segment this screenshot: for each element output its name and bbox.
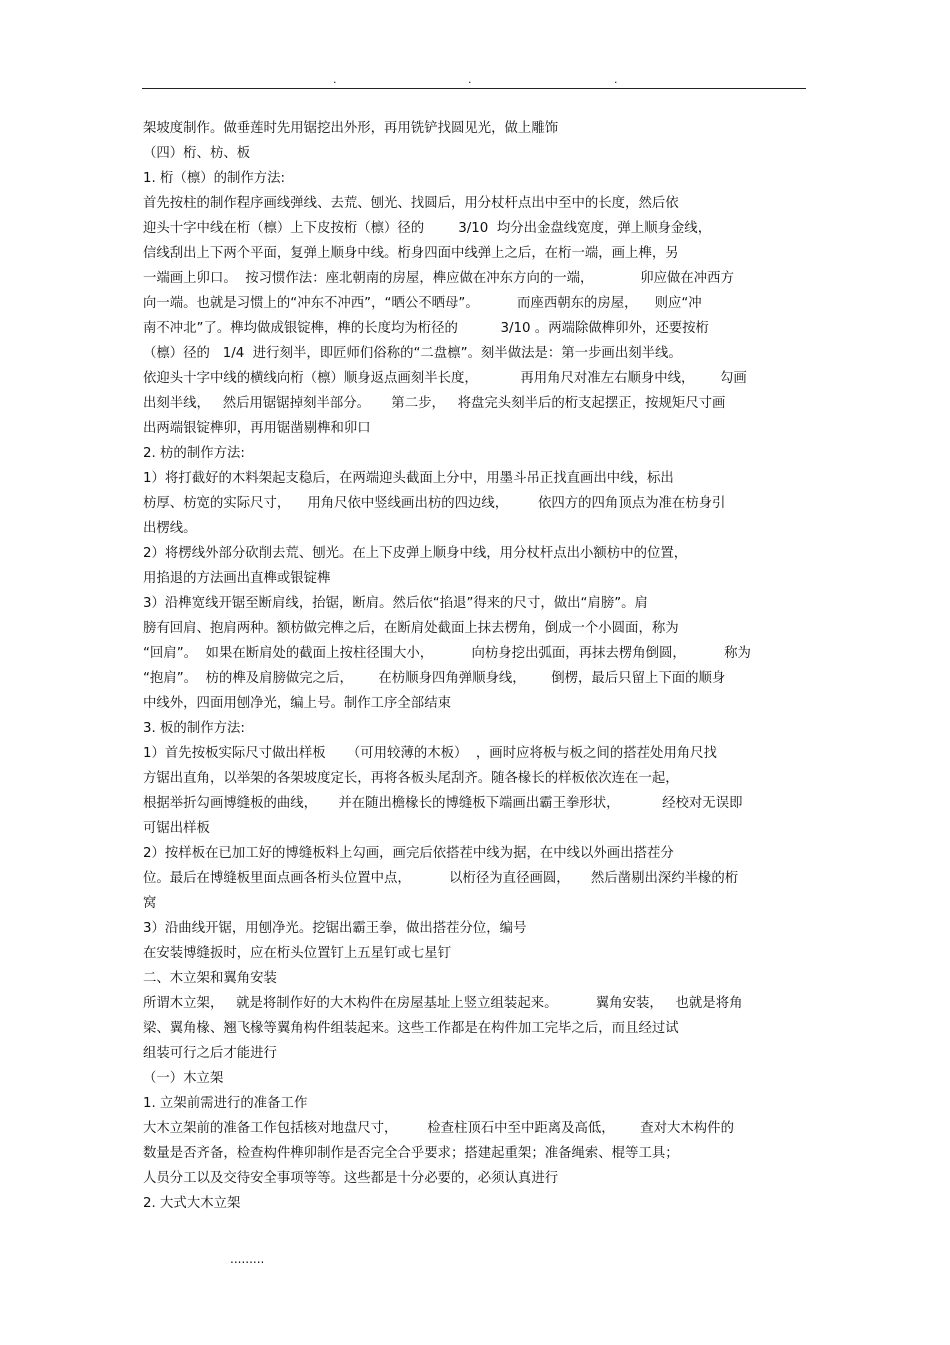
body-line: 迎头十字中线在桁（檩）上下皮按桁（檩）径的 3/10 均分出金盘线宽度，弹上顺身金线， — [143, 221, 712, 236]
body-line: 3）沿曲线开锯，用刨净光。挖锯出霸王拳，做出搭茬分位，编号 — [143, 921, 527, 936]
body-line: （檩）径的 1/4 进行刻半，即匠师们俗称的“二盘檩”。刻半做法是：第一步画出刻半线。 — [143, 346, 682, 361]
body-line: 依迎头十字中线的横线向桁（檩）顺身返点画刻半长度， 再用角尺对准左右顺身中线， 勾画 — [143, 371, 747, 386]
body-line: 信线刮出上下两个平面，复弹上顺身中线。桁身四面中线弹上之后，在桁一端，画上榫，另 — [143, 246, 679, 261]
body-line: 1. 立架前需进行的准备工作 — [143, 1096, 308, 1111]
header-rule — [142, 88, 806, 89]
body-line: 所谓木立架， 就是将制作好的大木构件在房屋基址上竖立组装起来。 翼角安装， 也就是将角 — [143, 996, 743, 1011]
body-line: 出楞线。 — [143, 521, 197, 536]
page-header-dots — [142, 74, 806, 86]
page-footer-dots: ......... — [230, 1252, 265, 1266]
body-line: 组装可行之后才能进行 — [143, 1046, 277, 1061]
body-line: 首先按柱的制作程序画线弹线、去荒、刨光、找圆后，用分杖杆点出中至中的长度，然后依 — [143, 196, 679, 211]
body-line: 位。最后在博缝板里面点画各桁头位置中点， 以桁径为直径画圆， 然后凿剔出深约半椽的桁 — [143, 871, 739, 886]
body-line: 梁、翼角椽、翘飞椽等翼角构件组装起来。这些工作都是在构件加工完毕之后，而且经过试 — [143, 1021, 679, 1036]
body-line: 1）首先按板实际尺寸做出样板 （可用较薄的木板） ，画时应将板与板之间的搭茬处用角尺找 — [143, 746, 717, 761]
body-line: 2）按样板在已加工好的博缝板料上勾画，画完后依搭茬中线为据，在中线以外画出搭茬分 — [143, 846, 674, 861]
body-line: 2）将楞线外部分砍削去荒、刨光。在上下皮弹上顺身中线，用分杖杆点出小额枋中的位置， — [143, 546, 688, 561]
body-line: 2. 大式大木立架 — [143, 1196, 241, 1211]
body-line: 根据举折勾画博缝板的曲线， 并在随出檐椽长的博缝板下端画出霸王拳形状， 经校对无误即 — [143, 796, 743, 811]
body-line: 2. 枋的制作方法: — [143, 446, 245, 461]
body-line: 方锯出直角，以举架的各架坡度定长，再将各板头尾刮齐。随各椽长的样板依次连在一起， — [143, 771, 679, 786]
body-line: “回肩”。 如果在断肩处的截面上按柱径围大小， 向枋身挖出弧面，再抹去楞角倒圆， 称为 — [143, 646, 751, 661]
body-line: 二、木立架和翼角安装 — [143, 971, 277, 986]
body-line: 3）沿榫宽线开锯至断肩线，抬锯，断肩。然后依“掐退”得来的尺寸，做出“肩膀”。肩 — [143, 596, 648, 611]
body-line: 一端画上卯口。 按习惯作法：座北朝南的房屋，榫应做在冲东方向的一端， 卯应做在冲西方 — [143, 271, 734, 286]
body-line: 用掐退的方法画出直榫或银锭榫 — [143, 571, 331, 586]
body-line: 1）将打截好的木料架起支稳后，在两端迎头截面上分中，用墨斗吊正找直画出中线，标出 — [143, 471, 674, 486]
body-line: 架坡度制作。做垂莲时先用锯挖出外形，再用铣铲找圆见光，做上雕饰 — [143, 121, 559, 136]
body-line: 出两端银锭榫卯，再用锯凿剔榫和卯口 — [143, 421, 371, 436]
body-line: 枋厚、枋宽的实际尺寸， 用角尺依中竖线画出枋的四边线， 依四方的四角顶点为准在枋身引 — [143, 496, 726, 511]
body-line: 出刻半线， 然后用锯锯掉刻半部分。 第二步， 将盘完头刻半后的桁支起摆正，按规矩尺寸画 — [143, 396, 726, 411]
body-line: 可锯出样板 — [143, 821, 210, 836]
body-line: 向一端。也就是习惯上的“冲东不冲西”，“晒公不晒母”。 而座西朝东的房屋， 则应“冲 — [143, 296, 702, 311]
body-line: “抱肩”。 枋的榫及肩膀做完之后， 在枋顺身四角弹顺身线， 倒楞，最后只留上下面的顺身 — [143, 671, 726, 686]
header-dot: . — [614, 73, 618, 86]
document-body — [143, 116, 805, 1216]
body-line: 膀有回肩、抱肩两种。额枋做完榫之后，在断肩处截面上抹去楞角，倒成一个小圆面，称为 — [143, 621, 679, 636]
body-line: 中线外，四面用刨净光，编上号。制作工序全部结束 — [143, 696, 451, 711]
body-line: 南不冲北”了。榫均做成银锭榫，榫的长度均为桁径的 3/10 。两端除做榫卯外，还要按桁 — [143, 321, 709, 336]
body-line: 1. 桁（檩）的制作方法: — [143, 171, 286, 186]
body-line: 人员分工以及交待安全事项等等。这些都是十分必要的，必须认真进行 — [143, 1171, 559, 1186]
body-line: （四）桁、枋、板 — [143, 146, 251, 161]
body-line: （一）木立架 — [143, 1071, 224, 1086]
body-line: 在安装博缝扳时，应在桁头位置钉上五星钉或七星钉 — [143, 946, 451, 961]
body-line: 数量是否齐备，检查构件榫卯制作是否完全合乎要求；搭建起重架；准备绳索、棍等工具； — [143, 1146, 679, 1161]
body-line: 3. 板的制作方法: — [143, 721, 245, 736]
body-line: 窝 — [143, 896, 157, 911]
header-dot: . — [468, 73, 472, 86]
body-line: 大木立架前的准备工作包括核对地盘尺寸， 检查柱顶石中至中距离及高低， 查对大木构件的 — [143, 1121, 734, 1136]
header-dot: . — [333, 73, 337, 86]
